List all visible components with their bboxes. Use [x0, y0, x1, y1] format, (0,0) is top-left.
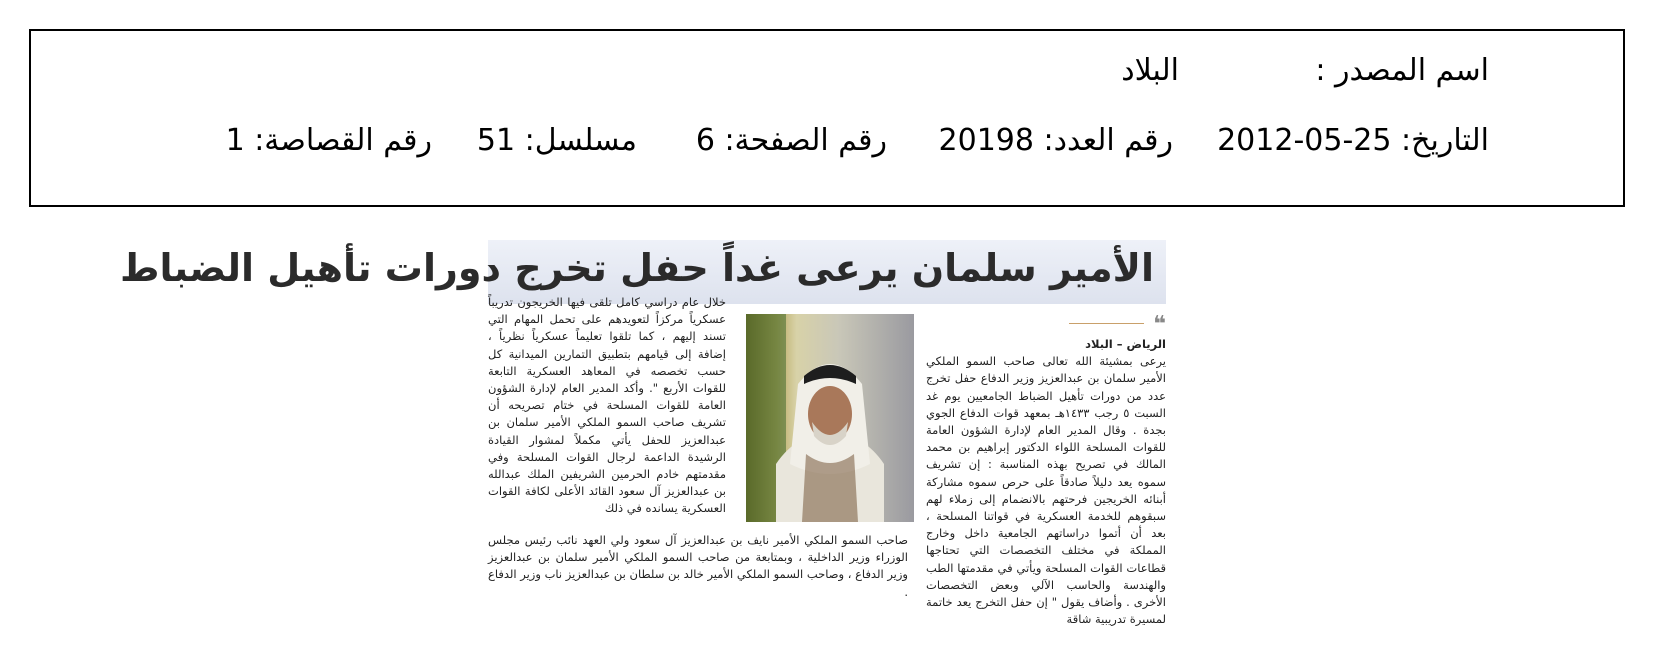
- bottom-left-column: [488, 532, 908, 601]
- divider: [1069, 323, 1144, 324]
- serial-field: مسلسل: 51: [476, 123, 637, 158]
- left-column: [488, 294, 726, 518]
- right-column-text: يرعى بمشيئة الله تعالى صاحب السمو الملكي الأمير سلمان بن عبدالعزيز وزير الدفاع حفل تخرج عدد من دورات تأهيل الضباط الجامعيين يوم غد السبت ٥ رجب ١٤٣٣هـ بمعهد قوات الدفاع الجوي بجدة . وقال المدير العام لإدارة الشؤون العامة للقوات المسلحة اللواء الدكتور إبراهيم بن محمد المالك في تصريح بهذه المناسبة : إن تشريف سموه يعد دليلاً صادقاً على حرص سموه مشاركة أبنائه الخريجين فرحتهم بالانضمام إلى زملاء لهم سبقوهم للخدمة العسكرية في قواتنا المسلحة ، بعد أن أتموا دراساتهم الجامعية داخل وخارج المملكة في مختلف التخصصات التي تحتاجها قطاعات القوات المسلحة ويأتي في مقدمتها الطب والهندسة والحاسب الآلي وبعض التخصصات الأخرى . وأضاف يقول " إن حفل التخرج يعد خاتمة لمسيرة تدريبية شاقة: [926, 354, 1166, 627]
- source-info-box: [29, 29, 1625, 207]
- quote-mark-icon: ❝: [1153, 312, 1166, 337]
- date-field: التاريخ: 25-05-2012: [1217, 123, 1489, 158]
- newspaper-clipping: [120, 240, 1166, 640]
- source-line: [31, 53, 1627, 93]
- issue-field: رقم العدد: 20198: [938, 123, 1173, 158]
- dateline: الرياض – البلاد: [1085, 337, 1166, 351]
- portrait-figure-icon: [746, 314, 914, 522]
- source-value: البلاد: [1121, 53, 1179, 88]
- meta-line: [31, 123, 1627, 163]
- left-column-text: خلال عام دراسي كامل تلقى فيها الخريجون تدريباً عسكرياً مركزاً لتعويدهم على تحمل المهام التي تسند إليهم ، كما تلقوا تعليماً عسكرياً نظرياً ، إضافة إلى قيامهم بتطبيق التمارين الميدانية كل حسب تخصصه في المعاهد العسكرية التابعة للقوات الأربع ". وأكد المدير العام لإدارة الشؤون العامة للقوات المسلحة في ختام تصريحه أن تشريف صاحب السمو الملكي الأمير سلمان بن عبدالعزيز للحفل يأتي مكملاً لمشوار القيادة الرشيدة الداعمة لرجال القوات المسلحة وفي مقدمتهم خادم الحرمين الشريفين الملك عبدالله بن عبدالعزيز آل سعود القائد الأعلى لكافة القوات العسكرية يسانده في ذلك: [488, 295, 726, 516]
- clip-field: رقم القصاصة: 1: [225, 123, 432, 158]
- right-column: [926, 336, 1166, 628]
- bottom-left-text: صاحب السمو الملكي الأمير نايف بن عبدالعزيز آل سعود ولي العهد نائب رئيس مجلس الوزراء وزير الداخلية ، وبمتابعة من صاحب السمو الملكي الأمير سلمان بن عبدالعزيز وزير الدفاع ، وصاحب السمو الملكي الأمير خالد بن سلطان بن عبدالعزيز ناب وزير الدفاع .: [488, 533, 908, 599]
- portrait-photo: [746, 314, 914, 522]
- source-label: اسم المصدر :: [1315, 53, 1489, 88]
- page-field: رقم الصفحة: 6: [695, 123, 887, 158]
- headline: الأمير سلمان يرعى غداً حفل تخرج دورات تأهيل الضباط: [120, 246, 1154, 290]
